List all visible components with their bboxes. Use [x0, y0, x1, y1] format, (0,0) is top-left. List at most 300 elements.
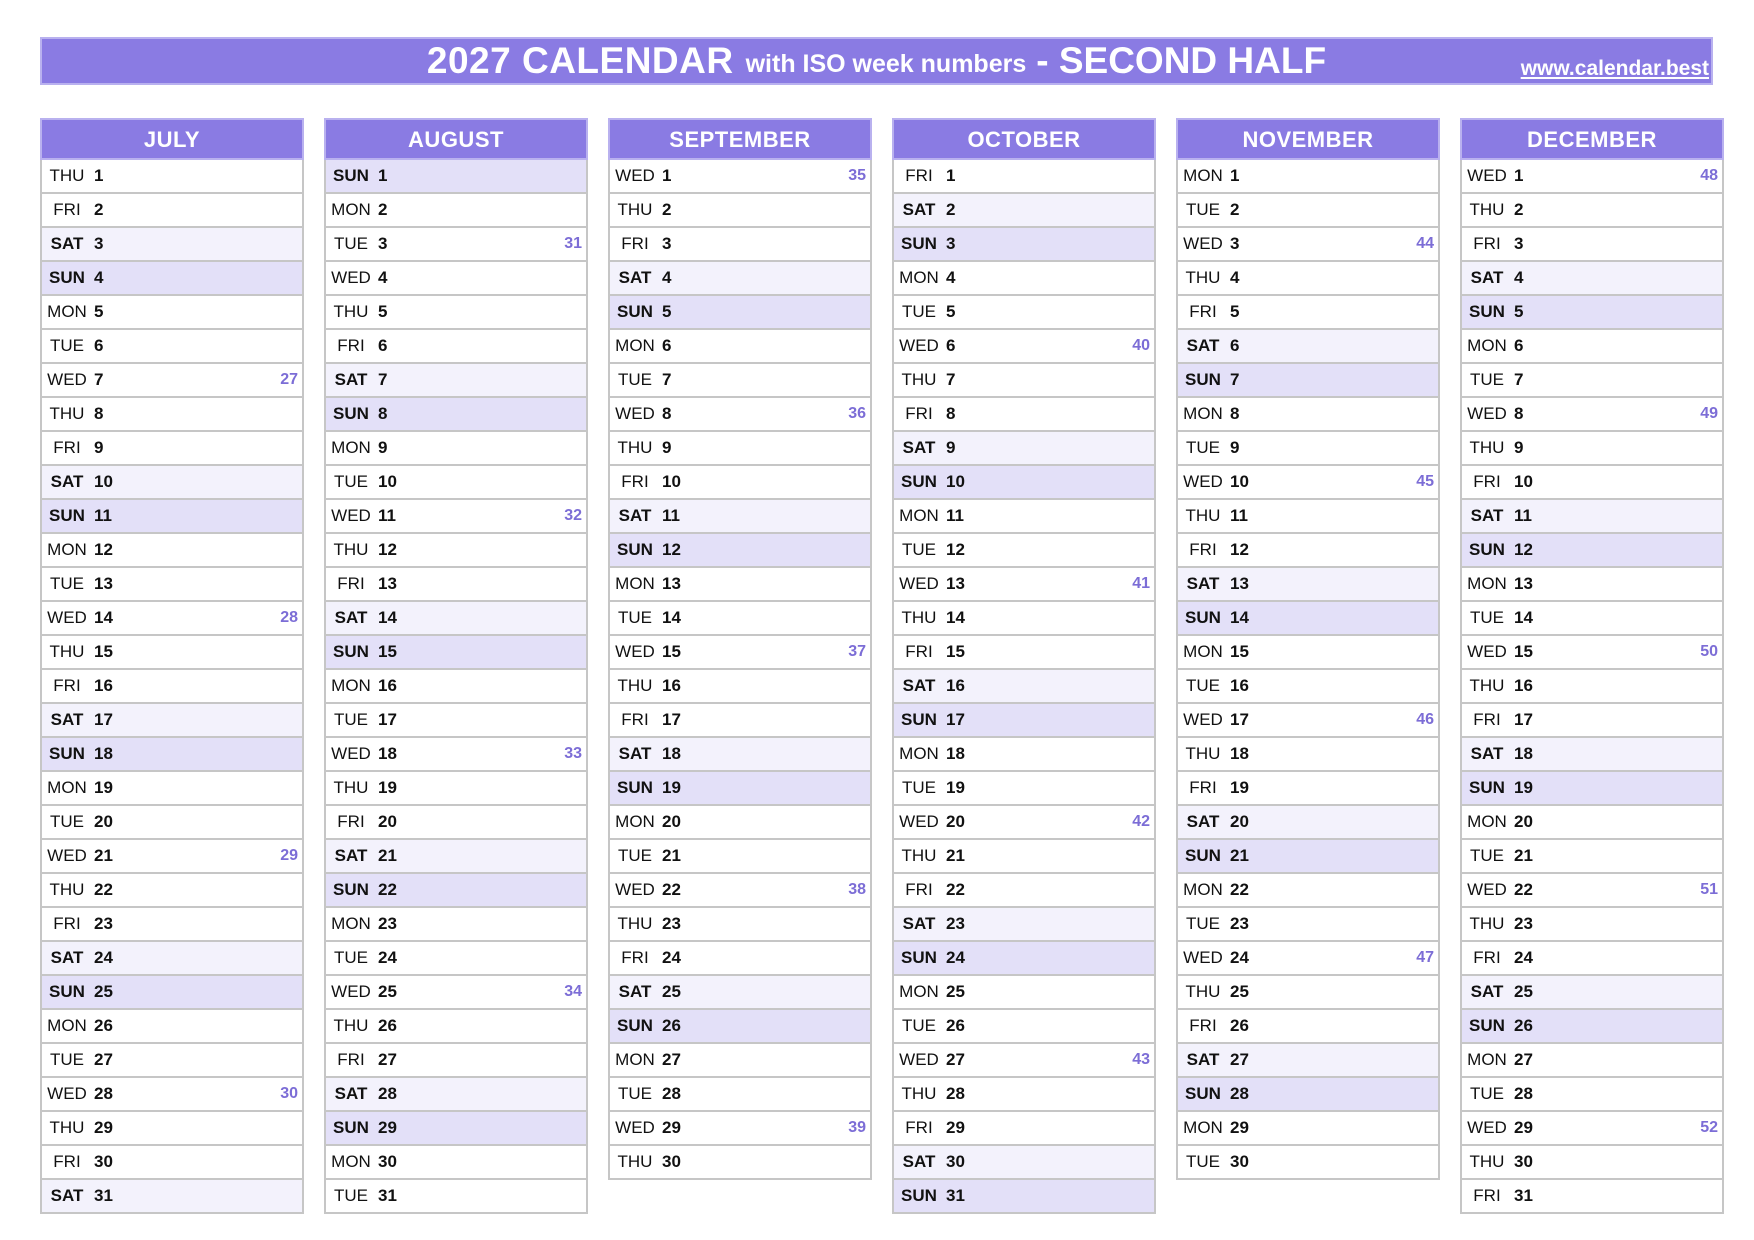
day-number: 13: [662, 574, 681, 593]
weekday-label: TUE: [1470, 608, 1504, 627]
week-number: 35: [848, 167, 866, 184]
weekday-label: SUN: [1469, 778, 1505, 797]
day-row: [1462, 330, 1722, 364]
day-row: [894, 1146, 1154, 1180]
day-number: 8: [1514, 404, 1524, 423]
weekday-label: MON: [1183, 642, 1223, 661]
weekday-label: TUE: [1186, 914, 1220, 933]
day-number: 26: [1514, 1016, 1533, 1035]
day-row: [1178, 296, 1438, 330]
weekday-label: TUE: [1186, 1152, 1220, 1171]
day-number: 4: [946, 268, 956, 287]
weekday-label: THU: [1185, 744, 1221, 763]
month-header: OCTOBER: [892, 118, 1156, 160]
day-row: [894, 602, 1154, 636]
day-number: 10: [1514, 472, 1533, 491]
day-row: [42, 228, 302, 262]
weekday-label: SUN: [1185, 370, 1221, 389]
weekday-label: SAT: [50, 710, 84, 729]
day-number: 20: [1230, 812, 1249, 831]
weekday-label: FRI: [621, 234, 649, 253]
day-number: 15: [946, 642, 965, 661]
day-row: [42, 1010, 302, 1044]
day-number: 31: [1514, 1186, 1533, 1205]
weekday-label: MON: [1467, 574, 1507, 593]
day-row: [894, 772, 1154, 806]
month-header: SEPTEMBER: [608, 118, 872, 160]
day-number: 25: [1230, 982, 1249, 1001]
day-row: [326, 262, 586, 296]
day-number: 14: [946, 608, 965, 627]
week-number: 31: [564, 235, 582, 252]
weekday-label: SUN: [901, 948, 937, 967]
day-row: [610, 398, 870, 432]
day-number: 29: [378, 1118, 397, 1137]
weekday-label: SAT: [902, 200, 936, 219]
day-row: [1178, 262, 1438, 296]
day-number: 13: [1230, 574, 1249, 593]
day-number: 21: [94, 846, 113, 865]
day-row: [894, 296, 1154, 330]
day-number: 6: [946, 336, 956, 355]
week-number: 50: [1700, 643, 1718, 660]
week-number: 28: [280, 609, 298, 626]
weekday-label: FRI: [1473, 1186, 1501, 1205]
day-row: [326, 364, 586, 398]
day-row: [42, 602, 302, 636]
day-row: [894, 1112, 1154, 1146]
weekday-label: SUN: [49, 982, 85, 1001]
day-number: 4: [1230, 268, 1240, 287]
day-number: 11: [94, 506, 112, 525]
weekday-label: THU: [49, 404, 85, 423]
day-row: [42, 296, 302, 330]
weekday-label: THU: [617, 200, 653, 219]
weekday-label: FRI: [53, 1152, 81, 1171]
day-number: 15: [1514, 642, 1533, 661]
day-number: 5: [662, 302, 672, 321]
weekday-label: WED: [1467, 642, 1507, 661]
day-number: 9: [94, 438, 104, 457]
day-row: [1462, 942, 1722, 976]
day-row: [894, 330, 1154, 364]
day-number: 23: [662, 914, 681, 933]
day-number: 6: [662, 336, 672, 355]
day-number: 7: [946, 370, 956, 389]
day-row: [1462, 296, 1722, 330]
day-number: 17: [1514, 710, 1533, 729]
day-row: [1462, 1078, 1722, 1112]
day-number: 1: [1230, 166, 1240, 185]
weekday-label: TUE: [50, 1050, 84, 1069]
weekday-label: SAT: [50, 948, 84, 967]
day-row: [610, 432, 870, 466]
weekday-label: THU: [1469, 676, 1505, 695]
day-number: 24: [1230, 948, 1249, 967]
weekday-label: WED: [1183, 948, 1223, 967]
day-number: 1: [94, 166, 104, 185]
day-row: [1462, 636, 1722, 670]
day-row: [894, 398, 1154, 432]
day-number: 1: [378, 166, 388, 185]
day-number: 11: [1230, 506, 1248, 525]
calendar-title: 2027 CALENDAR: [426, 40, 734, 81]
weekday-label: WED: [1467, 404, 1507, 423]
day-number: 30: [1514, 1152, 1533, 1171]
day-number: 17: [662, 710, 681, 729]
weekday-label: SAT: [1470, 506, 1504, 525]
day-row: [1178, 466, 1438, 500]
day-row: [1178, 806, 1438, 840]
day-number: 13: [946, 574, 965, 593]
day-list: [40, 160, 304, 1214]
day-number: 2: [1230, 200, 1240, 219]
day-number: 16: [378, 676, 397, 695]
day-row: [42, 1044, 302, 1078]
weekday-label: MON: [1467, 1050, 1507, 1069]
weekday-label: WED: [1183, 710, 1223, 729]
day-number: 4: [378, 268, 388, 287]
day-row: [1462, 670, 1722, 704]
weekday-label: MON: [331, 1152, 371, 1171]
day-number: 22: [94, 880, 113, 899]
weekday-label: THU: [901, 846, 937, 865]
weekday-label: SUN: [1185, 1084, 1221, 1103]
weekday-label: SAT: [618, 982, 652, 1001]
week-number: 51: [1700, 881, 1718, 898]
day-number: 3: [378, 234, 388, 253]
weekday-label: FRI: [905, 404, 933, 423]
weekday-label: SAT: [334, 370, 368, 389]
day-row: [1178, 942, 1438, 976]
day-row: [1178, 1044, 1438, 1078]
weekday-label: TUE: [1470, 1084, 1504, 1103]
weekday-label: SUN: [617, 778, 653, 797]
day-row: [42, 1180, 302, 1214]
day-number: 12: [946, 540, 965, 559]
day-row: [1462, 1180, 1722, 1214]
day-number: 31: [946, 1186, 965, 1205]
day-row: [1462, 262, 1722, 296]
weekday-label: WED: [899, 1050, 939, 1069]
day-number: 23: [94, 914, 113, 933]
weekday-label: TUE: [50, 574, 84, 593]
weekday-label: WED: [1467, 1118, 1507, 1137]
day-number: 22: [1514, 880, 1533, 899]
weekday-label: FRI: [1189, 302, 1217, 321]
day-row: [894, 670, 1154, 704]
day-number: 16: [662, 676, 681, 695]
day-number: 25: [1514, 982, 1533, 1001]
day-number: 20: [378, 812, 397, 831]
weekday-label: MON: [615, 812, 655, 831]
weekday-label: FRI: [53, 914, 81, 933]
weekday-label: MON: [331, 438, 371, 457]
weekday-label: FRI: [621, 948, 649, 967]
month-december: [1460, 118, 1724, 1214]
day-row: [894, 534, 1154, 568]
day-number: 13: [378, 574, 397, 593]
week-number: 44: [1416, 235, 1434, 252]
weekday-label: WED: [331, 744, 371, 763]
weekday-label: WED: [1467, 880, 1507, 899]
day-number: 16: [946, 676, 965, 695]
day-row: [894, 942, 1154, 976]
weekday-label: MON: [47, 302, 87, 321]
weekday-label: TUE: [902, 1016, 936, 1035]
day-row: [42, 772, 302, 806]
day-number: 8: [1230, 404, 1240, 423]
day-number: 1: [662, 166, 672, 185]
weekday-label: SAT: [902, 676, 936, 695]
day-row: [610, 228, 870, 262]
weekday-label: MON: [47, 540, 87, 559]
day-number: 30: [94, 1152, 113, 1171]
weekday-label: TUE: [1470, 370, 1504, 389]
day-number: 19: [946, 778, 965, 797]
day-number: 26: [1230, 1016, 1249, 1035]
day-number: 10: [662, 472, 681, 491]
weekday-label: THU: [901, 1084, 937, 1103]
day-number: 25: [378, 982, 397, 1001]
weekday-label: SAT: [902, 1152, 936, 1171]
day-number: 6: [1230, 336, 1240, 355]
day-row: [326, 160, 586, 194]
day-row: [610, 772, 870, 806]
day-row: [1178, 840, 1438, 874]
day-number: 23: [946, 914, 965, 933]
day-row: [610, 942, 870, 976]
day-number: 9: [1514, 438, 1524, 457]
weekday-label: THU: [1469, 438, 1505, 457]
day-row: [610, 160, 870, 194]
weekday-label: THU: [49, 642, 85, 661]
day-row: [1462, 534, 1722, 568]
day-row: [42, 568, 302, 602]
day-row: [610, 296, 870, 330]
day-row: [42, 364, 302, 398]
weekday-label: TUE: [50, 812, 84, 831]
day-number: 19: [378, 778, 397, 797]
week-number: 52: [1700, 1119, 1718, 1136]
weekday-label: SUN: [617, 1016, 653, 1035]
weekday-label: THU: [1185, 982, 1221, 1001]
day-row: [42, 976, 302, 1010]
day-number: 28: [94, 1084, 113, 1103]
day-number: 17: [94, 710, 113, 729]
day-number: 19: [1230, 778, 1249, 797]
week-number: 43: [1132, 1051, 1150, 1068]
weekday-label: SUN: [333, 166, 369, 185]
day-number: 22: [378, 880, 397, 899]
weekday-label: SUN: [901, 234, 937, 253]
day-row: [610, 1146, 870, 1180]
day-row: [42, 1112, 302, 1146]
weekday-label: FRI: [337, 574, 365, 593]
day-row: [326, 636, 586, 670]
day-row: [42, 942, 302, 976]
week-number: 45: [1416, 473, 1434, 490]
day-row: [326, 1180, 586, 1214]
day-row: [42, 704, 302, 738]
day-number: 30: [946, 1152, 965, 1171]
day-number: 12: [1514, 540, 1533, 559]
day-number: 27: [1230, 1050, 1249, 1069]
day-number: 8: [378, 404, 388, 423]
day-number: 3: [946, 234, 956, 253]
week-number: 48: [1700, 167, 1718, 184]
weekday-label: WED: [47, 370, 87, 389]
day-list: [608, 160, 872, 1180]
day-row: [1178, 874, 1438, 908]
day-row: [1462, 500, 1722, 534]
day-number: 18: [946, 744, 965, 763]
day-number: 31: [94, 1186, 113, 1205]
weekday-label: FRI: [337, 1050, 365, 1069]
weekday-label: FRI: [337, 336, 365, 355]
day-number: 18: [662, 744, 681, 763]
day-row: [326, 432, 586, 466]
day-row: [326, 534, 586, 568]
weekday-label: TUE: [902, 778, 936, 797]
day-row: [610, 670, 870, 704]
day-row: [894, 1044, 1154, 1078]
weekday-label: SUN: [333, 1118, 369, 1137]
day-number: 11: [1514, 506, 1532, 525]
day-row: [1462, 738, 1722, 772]
weekday-label: WED: [1467, 166, 1507, 185]
day-row: [894, 908, 1154, 942]
weekday-label: FRI: [905, 880, 933, 899]
day-number: 23: [1230, 914, 1249, 933]
week-number: 39: [848, 1119, 866, 1136]
week-number: 27: [280, 371, 298, 388]
day-row: [42, 1146, 302, 1180]
weekday-label: THU: [49, 166, 85, 185]
day-row: [610, 602, 870, 636]
day-number: 27: [1514, 1050, 1533, 1069]
day-row: [1462, 908, 1722, 942]
week-number: 36: [848, 405, 866, 422]
day-number: 13: [94, 574, 113, 593]
day-row: [326, 908, 586, 942]
day-number: 10: [378, 472, 397, 491]
day-number: 1: [1514, 166, 1524, 185]
day-number: 15: [94, 642, 113, 661]
day-row: [42, 262, 302, 296]
day-row: [326, 670, 586, 704]
weekday-label: WED: [615, 1118, 655, 1137]
weekday-label: WED: [615, 642, 655, 661]
day-row: [1178, 1146, 1438, 1180]
weekday-label: SUN: [49, 506, 85, 525]
day-row: [42, 874, 302, 908]
day-row: [894, 568, 1154, 602]
day-number: 18: [1514, 744, 1533, 763]
weekday-label: THU: [333, 1016, 369, 1035]
weekday-label: SAT: [1470, 982, 1504, 1001]
weekday-label: FRI: [1189, 540, 1217, 559]
day-number: 16: [1514, 676, 1533, 695]
weekday-label: SUN: [1469, 540, 1505, 559]
month-header: DECEMBER: [1460, 118, 1724, 160]
day-number: 30: [1230, 1152, 1249, 1171]
day-number: 12: [1230, 540, 1249, 559]
day-number: 7: [662, 370, 672, 389]
day-number: 25: [662, 982, 681, 1001]
day-row: [894, 432, 1154, 466]
weekday-label: SAT: [902, 914, 936, 933]
week-number: 33: [564, 745, 582, 762]
weekday-label: THU: [1185, 268, 1221, 287]
day-number: 25: [946, 982, 965, 1001]
day-row: [894, 806, 1154, 840]
day-row: [42, 398, 302, 432]
day-number: 28: [946, 1084, 965, 1103]
day-row: [1462, 602, 1722, 636]
weekday-label: TUE: [902, 540, 936, 559]
day-number: 26: [946, 1016, 965, 1035]
weekday-label: THU: [333, 778, 369, 797]
day-number: 18: [94, 744, 113, 763]
day-number: 5: [94, 302, 104, 321]
day-number: 29: [1514, 1118, 1533, 1137]
weekday-label: WED: [47, 846, 87, 865]
day-row: [326, 398, 586, 432]
weekday-label: TUE: [334, 472, 368, 491]
day-row: [42, 194, 302, 228]
day-row: [326, 704, 586, 738]
day-row: [326, 976, 586, 1010]
day-row: [610, 1078, 870, 1112]
day-row: [326, 1044, 586, 1078]
day-number: 26: [662, 1016, 681, 1035]
day-number: 2: [378, 200, 388, 219]
day-row: [894, 840, 1154, 874]
weekday-label: SUN: [333, 642, 369, 661]
weekday-label: SUN: [901, 1186, 937, 1205]
weekday-label: SUN: [1469, 302, 1505, 321]
weekday-label: TUE: [1186, 200, 1220, 219]
day-number: 2: [1514, 200, 1524, 219]
day-number: 28: [662, 1084, 681, 1103]
day-row: [1178, 908, 1438, 942]
weekday-label: MON: [1467, 812, 1507, 831]
day-number: 27: [662, 1050, 681, 1069]
day-number: 15: [1230, 642, 1249, 661]
weekday-label: TUE: [1186, 438, 1220, 457]
weekday-label: THU: [49, 880, 85, 899]
day-row: [894, 262, 1154, 296]
website-link[interactable]: www.calendar.best: [1520, 57, 1709, 80]
day-number: 21: [1230, 846, 1249, 865]
month-august: [324, 118, 588, 1214]
day-row: [1178, 398, 1438, 432]
day-row: [42, 636, 302, 670]
weekday-label: SUN: [901, 472, 937, 491]
weekday-label: TUE: [334, 948, 368, 967]
day-number: 10: [946, 472, 965, 491]
day-row: [1178, 194, 1438, 228]
day-row: [610, 1044, 870, 1078]
day-row: [326, 942, 586, 976]
day-row: [42, 500, 302, 534]
day-row: [42, 840, 302, 874]
day-row: [326, 738, 586, 772]
day-number: 11: [378, 506, 396, 525]
day-number: 13: [1514, 574, 1533, 593]
day-row: [1178, 976, 1438, 1010]
